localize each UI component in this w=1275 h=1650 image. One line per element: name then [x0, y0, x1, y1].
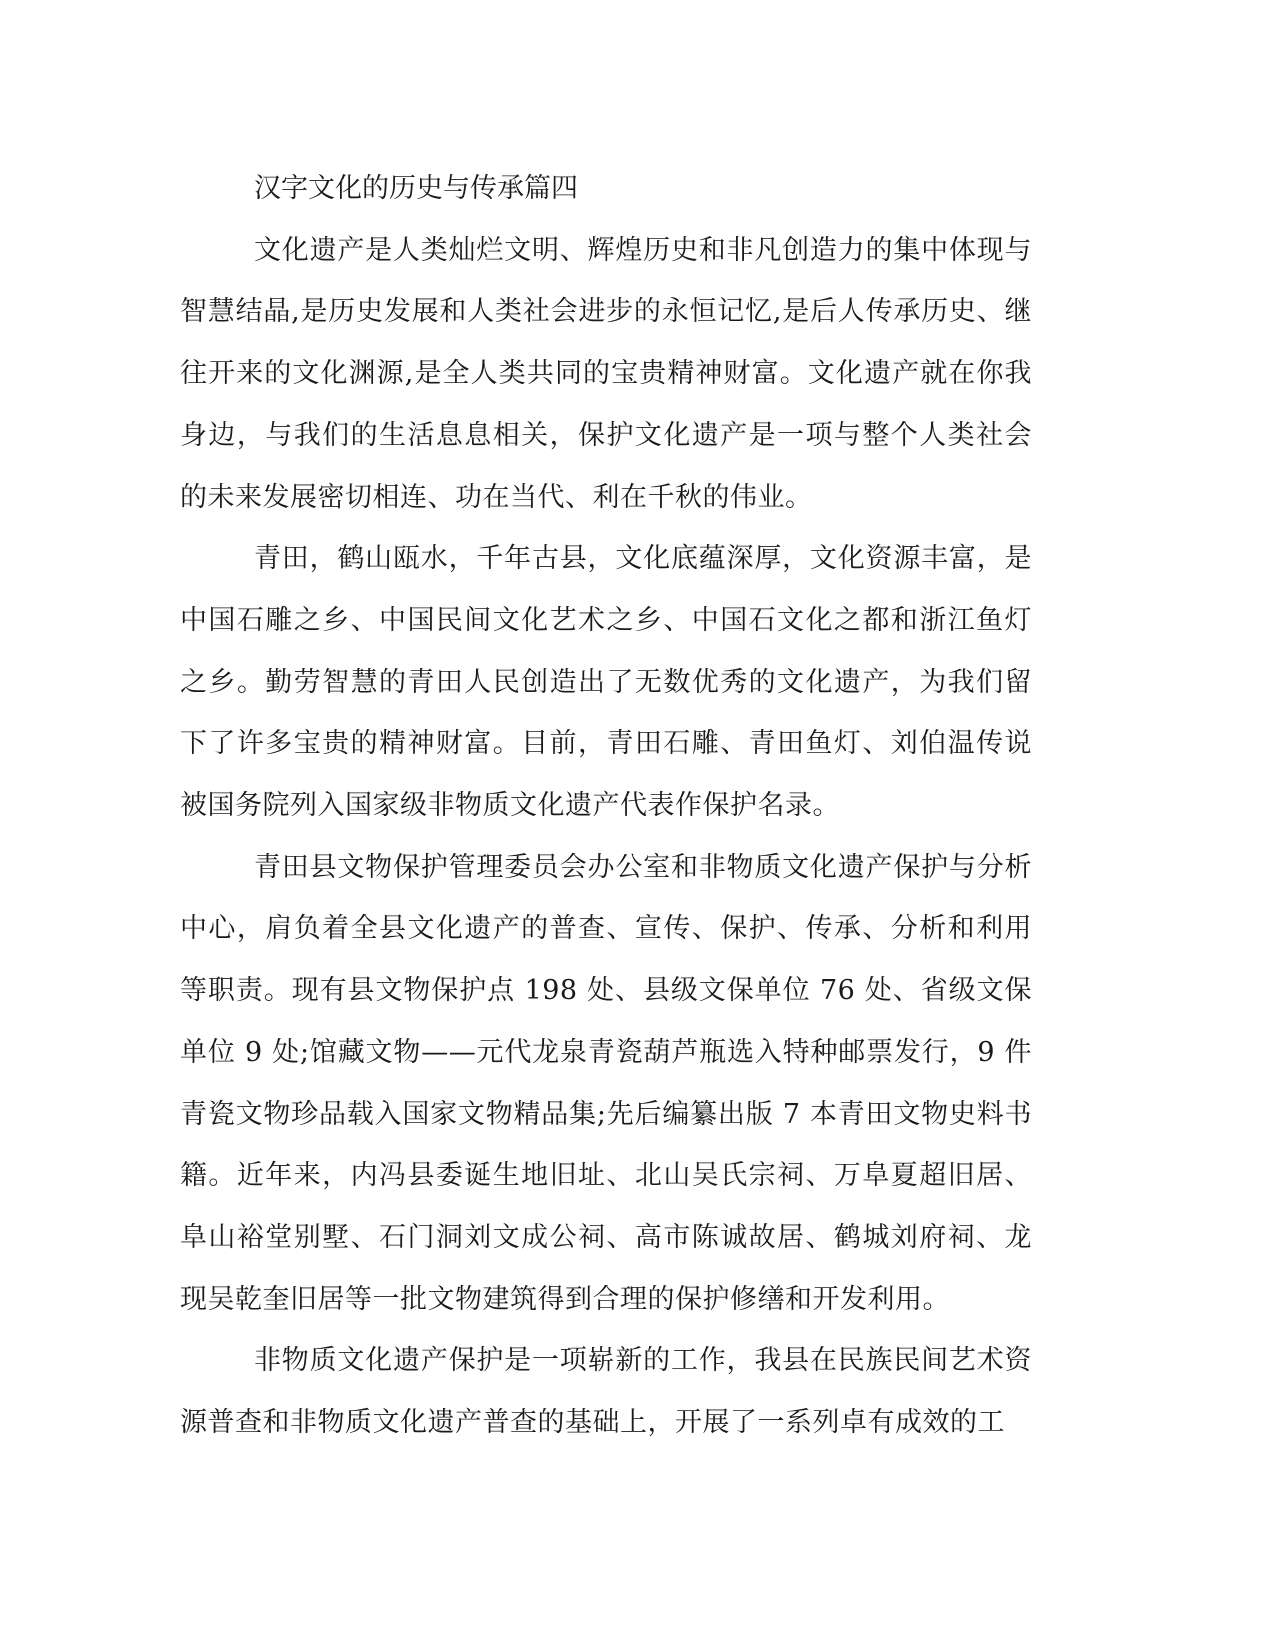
paragraph-qingtian-overview: 青田，鹤山瓯水，千年古县，文化底蕴深厚，文化资源丰富，是中国石雕之乡、中国民间文化艺术之乡、中国石文化之都和浙江鱼灯之乡。勤劳智慧的青田人民创造出了无数优秀的文化遗产，为我们留下了许多宝贵的精神财富。目前，青田石雕、青田鱼灯、刘伯温传说被国务院列入国家级非物质文化遗产代表作保护名录。 — [180, 543, 1032, 822]
document-page — [180, 158, 1032, 1454]
paragraph-heritage-intro: 文化遗产是人类灿烂文明、辉煌历史和非凡创造力的集中体现与智慧结晶,是历史发展和人类社会进步的永恒记忆,是后人传承历史、继往开来的文化渊源,是全人类共同的宝贵精神财富。文化遗产就在你我身边，与我们的生活息息相关，保护文化遗产是一项与整个人类社会的未来发展密切相连、功在当代、利在千秋的伟业。 — [180, 234, 1032, 513]
document-title: 汉字文化的历史与传承篇四 — [254, 173, 578, 204]
paragraph-intangible-heritage: 非物质文化遗产保护是一项崭新的工作，我县在民族民间艺术资源普查和非物质文化遗产普查的基础上，开展了一系列卓有成效的工 — [180, 1345, 1032, 1439]
paragraph-relics-protection: 青田县文物保护管理委员会办公室和非物质文化遗产保护与分析中心，肩负着全县文化遗产的普查、宣传、保护、传承、分析和利用等职责。现有县文物保护点 198 处、县级文保单位 76 处、省级文保单位 9 处;馆藏文物——元代龙泉青瓷葫芦瓶选入特种邮票发行，9 件青瓷文物珍品载入国家文物精品集;先后编纂出版 7 本青田文物史料书籍。近年来，内冯县委诞生地旧址、北山吴氏宗祠、万阜夏超旧居、阜山裕堂别墅、石门洞刘文成公祠、高市陈诚故居、鹤城刘府祠、龙现吴乾奎旧居等一批文物建筑得到合理的保护修缮和开发利用。 — [180, 851, 1032, 1315]
